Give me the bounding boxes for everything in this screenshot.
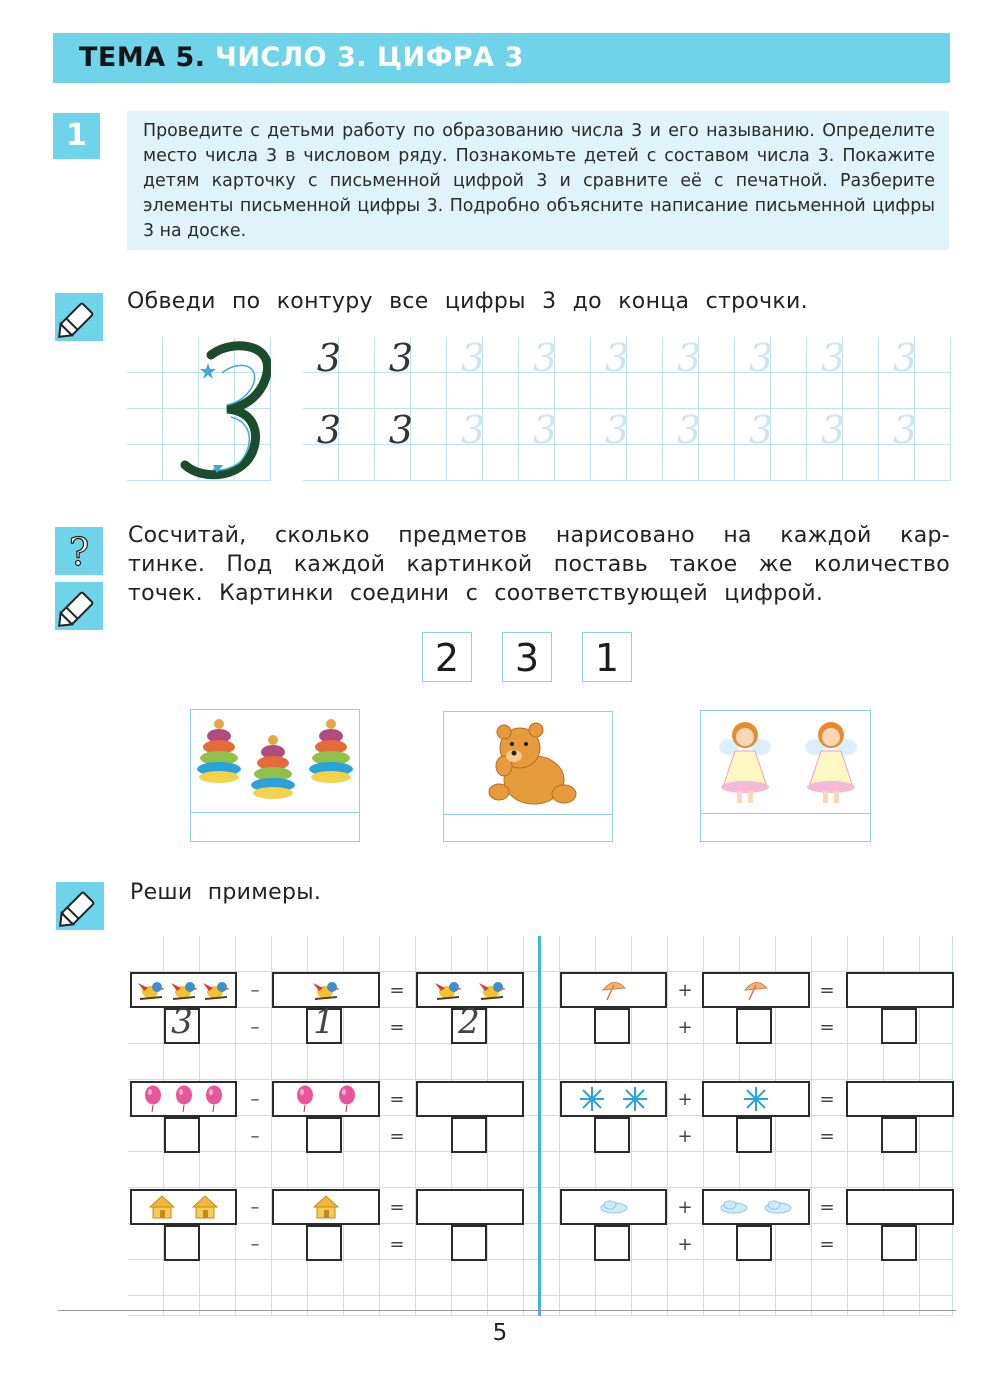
cloud-icon	[599, 1199, 629, 1215]
operator-sign: –	[250, 980, 260, 1001]
trace-digit[interactable]: 3	[820, 336, 846, 380]
trace-digit[interactable]: 3	[892, 336, 918, 380]
equals-sign: =	[819, 1234, 835, 1255]
equals-sign: =	[819, 1017, 835, 1038]
written-answer: 3	[171, 1002, 193, 1042]
picture-box	[702, 1189, 810, 1225]
number-box[interactable]: 1	[582, 632, 632, 682]
digit-box[interactable]	[594, 1117, 630, 1153]
equals-sign: =	[819, 980, 835, 1001]
instruction-line: точек. Картинки соедини с соответствующей цифрой.	[128, 581, 824, 606]
house-icon	[149, 1194, 175, 1220]
answer-picture-box[interactable]	[846, 1081, 954, 1117]
picture-box	[702, 972, 810, 1008]
cloud-icon	[763, 1199, 793, 1215]
svg-text:?: ?	[68, 530, 90, 574]
balloon-icon	[337, 1085, 357, 1113]
picture-box	[272, 1189, 380, 1225]
picture-card-pyramids[interactable]	[190, 709, 360, 842]
equals-sign: =	[819, 1126, 835, 1147]
snowflake-icon	[579, 1086, 605, 1112]
topic-label: ТЕМА 5.	[79, 42, 206, 73]
trace-digit[interactable]: 3	[748, 336, 774, 380]
equals-sign: =	[389, 1234, 405, 1255]
topic-header	[53, 33, 950, 83]
digit-box[interactable]	[594, 1225, 630, 1261]
equals-sign: =	[389, 980, 405, 1001]
digit-box[interactable]	[881, 1008, 917, 1044]
sample-digit: 3	[388, 336, 414, 380]
picture-card-dolls[interactable]	[700, 710, 871, 842]
operator-sign: –	[250, 1017, 260, 1038]
operator-sign: +	[677, 980, 693, 1001]
snowflake-icon	[622, 1086, 648, 1112]
operator-sign: –	[250, 1197, 260, 1218]
digit-box[interactable]	[164, 1225, 200, 1261]
trace-digit[interactable]: 3	[820, 408, 846, 452]
trace-digit[interactable]: 3	[460, 336, 486, 380]
balloon-icon	[204, 1085, 224, 1113]
picture-card-bear[interactable]	[443, 711, 613, 842]
trace-digit[interactable]: 3	[892, 408, 918, 452]
digit-box[interactable]	[736, 1008, 772, 1044]
digit-box[interactable]	[451, 1117, 487, 1153]
sample-digit-grid	[127, 337, 271, 481]
bird-icon	[203, 979, 229, 1001]
answer-picture-box[interactable]	[846, 972, 954, 1008]
instruction-trace: Обведи по контуру все цифры 3 до конца строчки.	[127, 289, 808, 314]
trace-row-2	[303, 408, 951, 452]
number-box[interactable]: 2	[422, 632, 472, 682]
column-divider	[538, 936, 541, 1316]
equals-sign: =	[389, 1089, 405, 1110]
card-picture	[444, 712, 612, 815]
pencil-icon	[55, 582, 103, 630]
operator-sign: +	[677, 1017, 693, 1038]
digit-box[interactable]	[736, 1225, 772, 1261]
equals-sign: =	[389, 1017, 405, 1038]
equals-sign: =	[819, 1197, 835, 1218]
snowflake-icon	[743, 1086, 769, 1112]
digit-box[interactable]	[451, 1225, 487, 1261]
balloon-icon	[143, 1085, 163, 1113]
balloon-icon	[295, 1085, 315, 1113]
written-answer: 1	[313, 1002, 335, 1042]
umbrella-icon	[741, 978, 771, 1002]
teacher-note: Проведите с детьми работу по образованию числа 3 и его называнию. Определите место числа 3 в числовом ряду. Познакомьте детей с составом числа 3. Покажите детям карточку с письменной цифрой 3 и сравните её с печатной. Разберите элементы письменной цифры 3. Подробно объясните написание письменной цифры 3 на доске.	[127, 111, 949, 250]
bird-icon	[138, 979, 164, 1001]
trace-digit[interactable]: 3	[532, 336, 558, 380]
equals-sign: =	[389, 1197, 405, 1218]
picture-box	[130, 1189, 237, 1225]
trace-digit[interactable]: 3	[676, 336, 702, 380]
question-icon	[55, 527, 103, 575]
task-number-badge: 1	[53, 113, 100, 159]
operator-sign: +	[677, 1234, 693, 1255]
digit-box[interactable]	[164, 1002, 200, 1044]
digit-box[interactable]	[306, 1117, 342, 1153]
pyramid-toy-icon	[191, 710, 361, 812]
operator-sign: –	[250, 1126, 260, 1147]
operator-sign: –	[250, 1234, 260, 1255]
trace-digit[interactable]: 3	[532, 408, 558, 452]
bird-icon	[313, 979, 339, 1001]
picture-box	[130, 1081, 237, 1117]
bird-icon	[435, 979, 461, 1001]
instruction-count	[128, 521, 950, 608]
pencil-icon	[55, 293, 103, 341]
answer-picture-box[interactable]	[416, 1189, 524, 1225]
sample-digit: 3	[316, 408, 342, 452]
instruction-line: тинке. Под каждой картинкой поставь такое же количество	[128, 552, 950, 577]
trace-digit[interactable]: 3	[604, 408, 630, 452]
house-icon	[313, 1194, 339, 1220]
number-box[interactable]: 3	[502, 632, 552, 682]
card-picture	[701, 711, 870, 814]
sample-digit-three	[127, 337, 271, 481]
answer-picture-box[interactable]	[846, 1189, 954, 1225]
picture-box	[560, 1081, 667, 1117]
digit-box[interactable]	[736, 1117, 772, 1153]
trace-digit[interactable]: 3	[748, 408, 774, 452]
instruction-line: Сосчитай, сколько предметов нарисовано на каждой кар-	[128, 523, 950, 548]
written-answer: 2	[458, 1002, 480, 1042]
footer-rule	[58, 1310, 956, 1311]
picture-box	[702, 1081, 810, 1117]
picture-box	[560, 972, 667, 1008]
digit-box[interactable]	[306, 1225, 342, 1261]
balloon-icon	[174, 1085, 194, 1113]
operator-sign: +	[677, 1126, 693, 1147]
digit-box[interactable]	[451, 1002, 487, 1044]
bird-icon	[171, 979, 197, 1001]
topic-title: ЧИСЛО 3. ЦИФРА 3	[215, 42, 524, 73]
bird-icon	[479, 979, 505, 1001]
angel-doll-icon	[701, 711, 872, 813]
digit-box[interactable]	[306, 1002, 342, 1044]
trace-digit[interactable]: 3	[460, 408, 486, 452]
answer-picture-box[interactable]	[416, 1081, 524, 1117]
teddy-bear-icon	[444, 712, 614, 814]
trace-digit[interactable]: 3	[604, 336, 630, 380]
operator-sign: +	[677, 1197, 693, 1218]
sample-digit: 3	[388, 408, 414, 452]
digit-box[interactable]	[164, 1117, 200, 1153]
cloud-icon	[719, 1199, 749, 1215]
card-picture	[191, 710, 359, 813]
trace-digit[interactable]: 3	[676, 408, 702, 452]
digit-box[interactable]	[881, 1117, 917, 1153]
picture-box	[560, 1189, 667, 1225]
umbrella-icon	[599, 978, 629, 1002]
trace-row-1	[303, 336, 951, 380]
digit-box[interactable]	[594, 1008, 630, 1044]
sample-digit: 3	[316, 336, 342, 380]
picture-box	[272, 1081, 380, 1117]
house-icon	[192, 1194, 218, 1220]
operator-sign: +	[677, 1089, 693, 1110]
page-number: 5	[492, 1320, 508, 1346]
pencil-icon	[56, 882, 104, 930]
instruction-solve: Реши примеры.	[130, 880, 322, 905]
operator-sign: –	[250, 1089, 260, 1110]
equals-sign: =	[819, 1089, 835, 1110]
equals-sign: =	[389, 1126, 405, 1147]
digit-box[interactable]	[881, 1225, 917, 1261]
